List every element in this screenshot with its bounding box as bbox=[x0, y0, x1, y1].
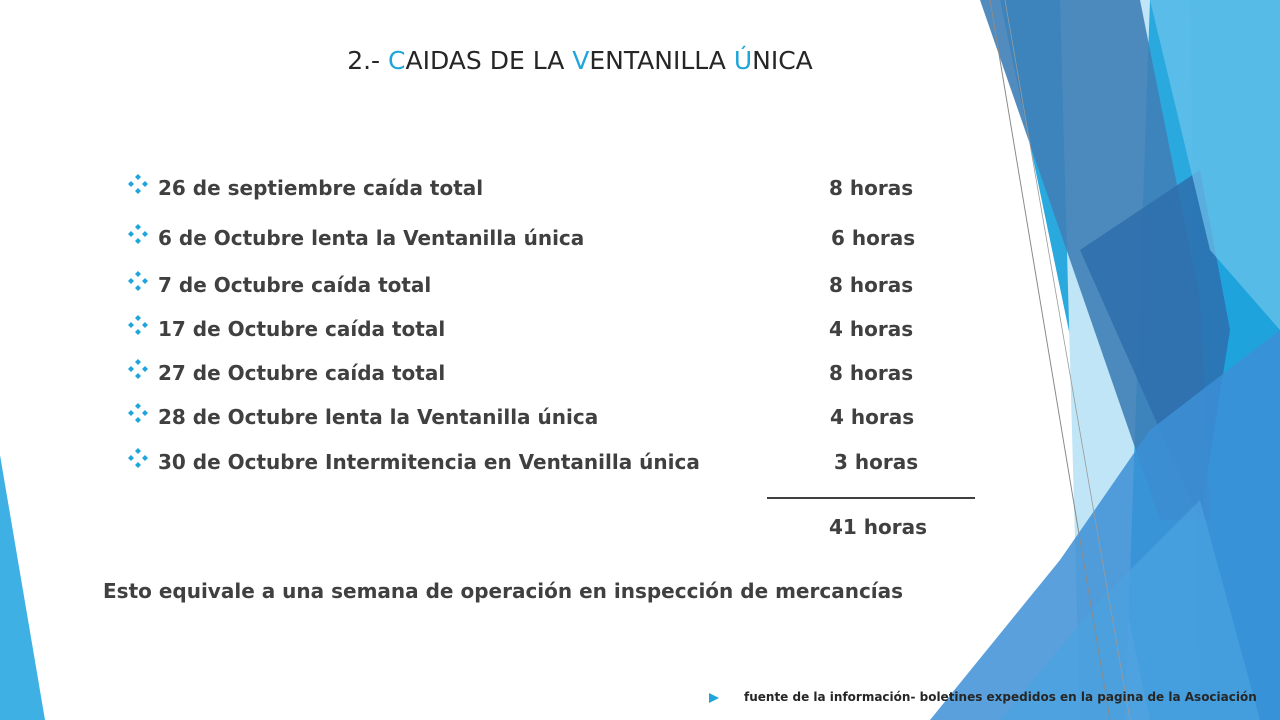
list-item bbox=[126, 226, 926, 256]
item-hours: 8 horas bbox=[829, 361, 914, 385]
conclusion-text: Esto equivale a una semana de operación en inspección de mercancías bbox=[103, 579, 904, 603]
list-item bbox=[126, 273, 926, 303]
diamond-bullet-icon bbox=[126, 222, 150, 246]
item-hours: 4 horas bbox=[830, 405, 915, 429]
title-end: NICA bbox=[752, 46, 813, 75]
total-hours: 41 horas bbox=[829, 515, 928, 539]
title-part-2: ENTANILLA bbox=[589, 46, 734, 75]
item-label: 6 de Octubre lenta la Ventanilla única bbox=[158, 226, 585, 250]
item-label: 17 de Octubre caída total bbox=[158, 317, 446, 341]
item-hours: 4 horas bbox=[829, 317, 914, 341]
diamond-bullet-icon bbox=[126, 313, 150, 337]
left-accent-shape bbox=[0, 455, 45, 720]
item-hours: 8 horas bbox=[829, 273, 914, 297]
item-label: 26 de septiembre caída total bbox=[158, 176, 484, 200]
diamond-bullet-icon bbox=[126, 172, 150, 196]
list-item bbox=[126, 317, 926, 347]
list-item bbox=[126, 176, 926, 206]
list-item bbox=[126, 361, 926, 391]
item-hours: 6 horas bbox=[831, 226, 916, 250]
footnote-text: fuente de la información- boletines expedidos en la pagina de la Asociación bbox=[744, 690, 1257, 704]
title-accent-u: Ú bbox=[733, 46, 753, 75]
list-item bbox=[126, 405, 926, 435]
title-accent-v: V bbox=[572, 46, 590, 75]
list-item bbox=[126, 450, 926, 480]
title-accent-c: C bbox=[388, 46, 406, 75]
item-label: 27 de Octubre caída total bbox=[158, 361, 446, 385]
item-hours: 8 horas bbox=[829, 176, 914, 200]
item-label: 30 de Octubre Intermitencia en Ventanilla única bbox=[158, 450, 700, 474]
diamond-bullet-icon bbox=[126, 269, 150, 293]
sum-divider bbox=[767, 497, 975, 499]
triangle-bullet-icon bbox=[708, 692, 720, 704]
item-label: 7 de Octubre caída total bbox=[158, 273, 432, 297]
diamond-bullet-icon bbox=[126, 357, 150, 381]
title-part-1: AIDAS DE LA bbox=[405, 46, 573, 75]
item-label: 28 de Octubre lenta la Ventanilla única bbox=[158, 405, 599, 429]
slide-title bbox=[0, 46, 1160, 75]
diamond-bullet-icon bbox=[126, 446, 150, 470]
title-prefix: 2.- bbox=[347, 46, 389, 75]
diamond-bullet-icon bbox=[126, 401, 150, 425]
item-hours: 3 horas bbox=[834, 450, 919, 474]
